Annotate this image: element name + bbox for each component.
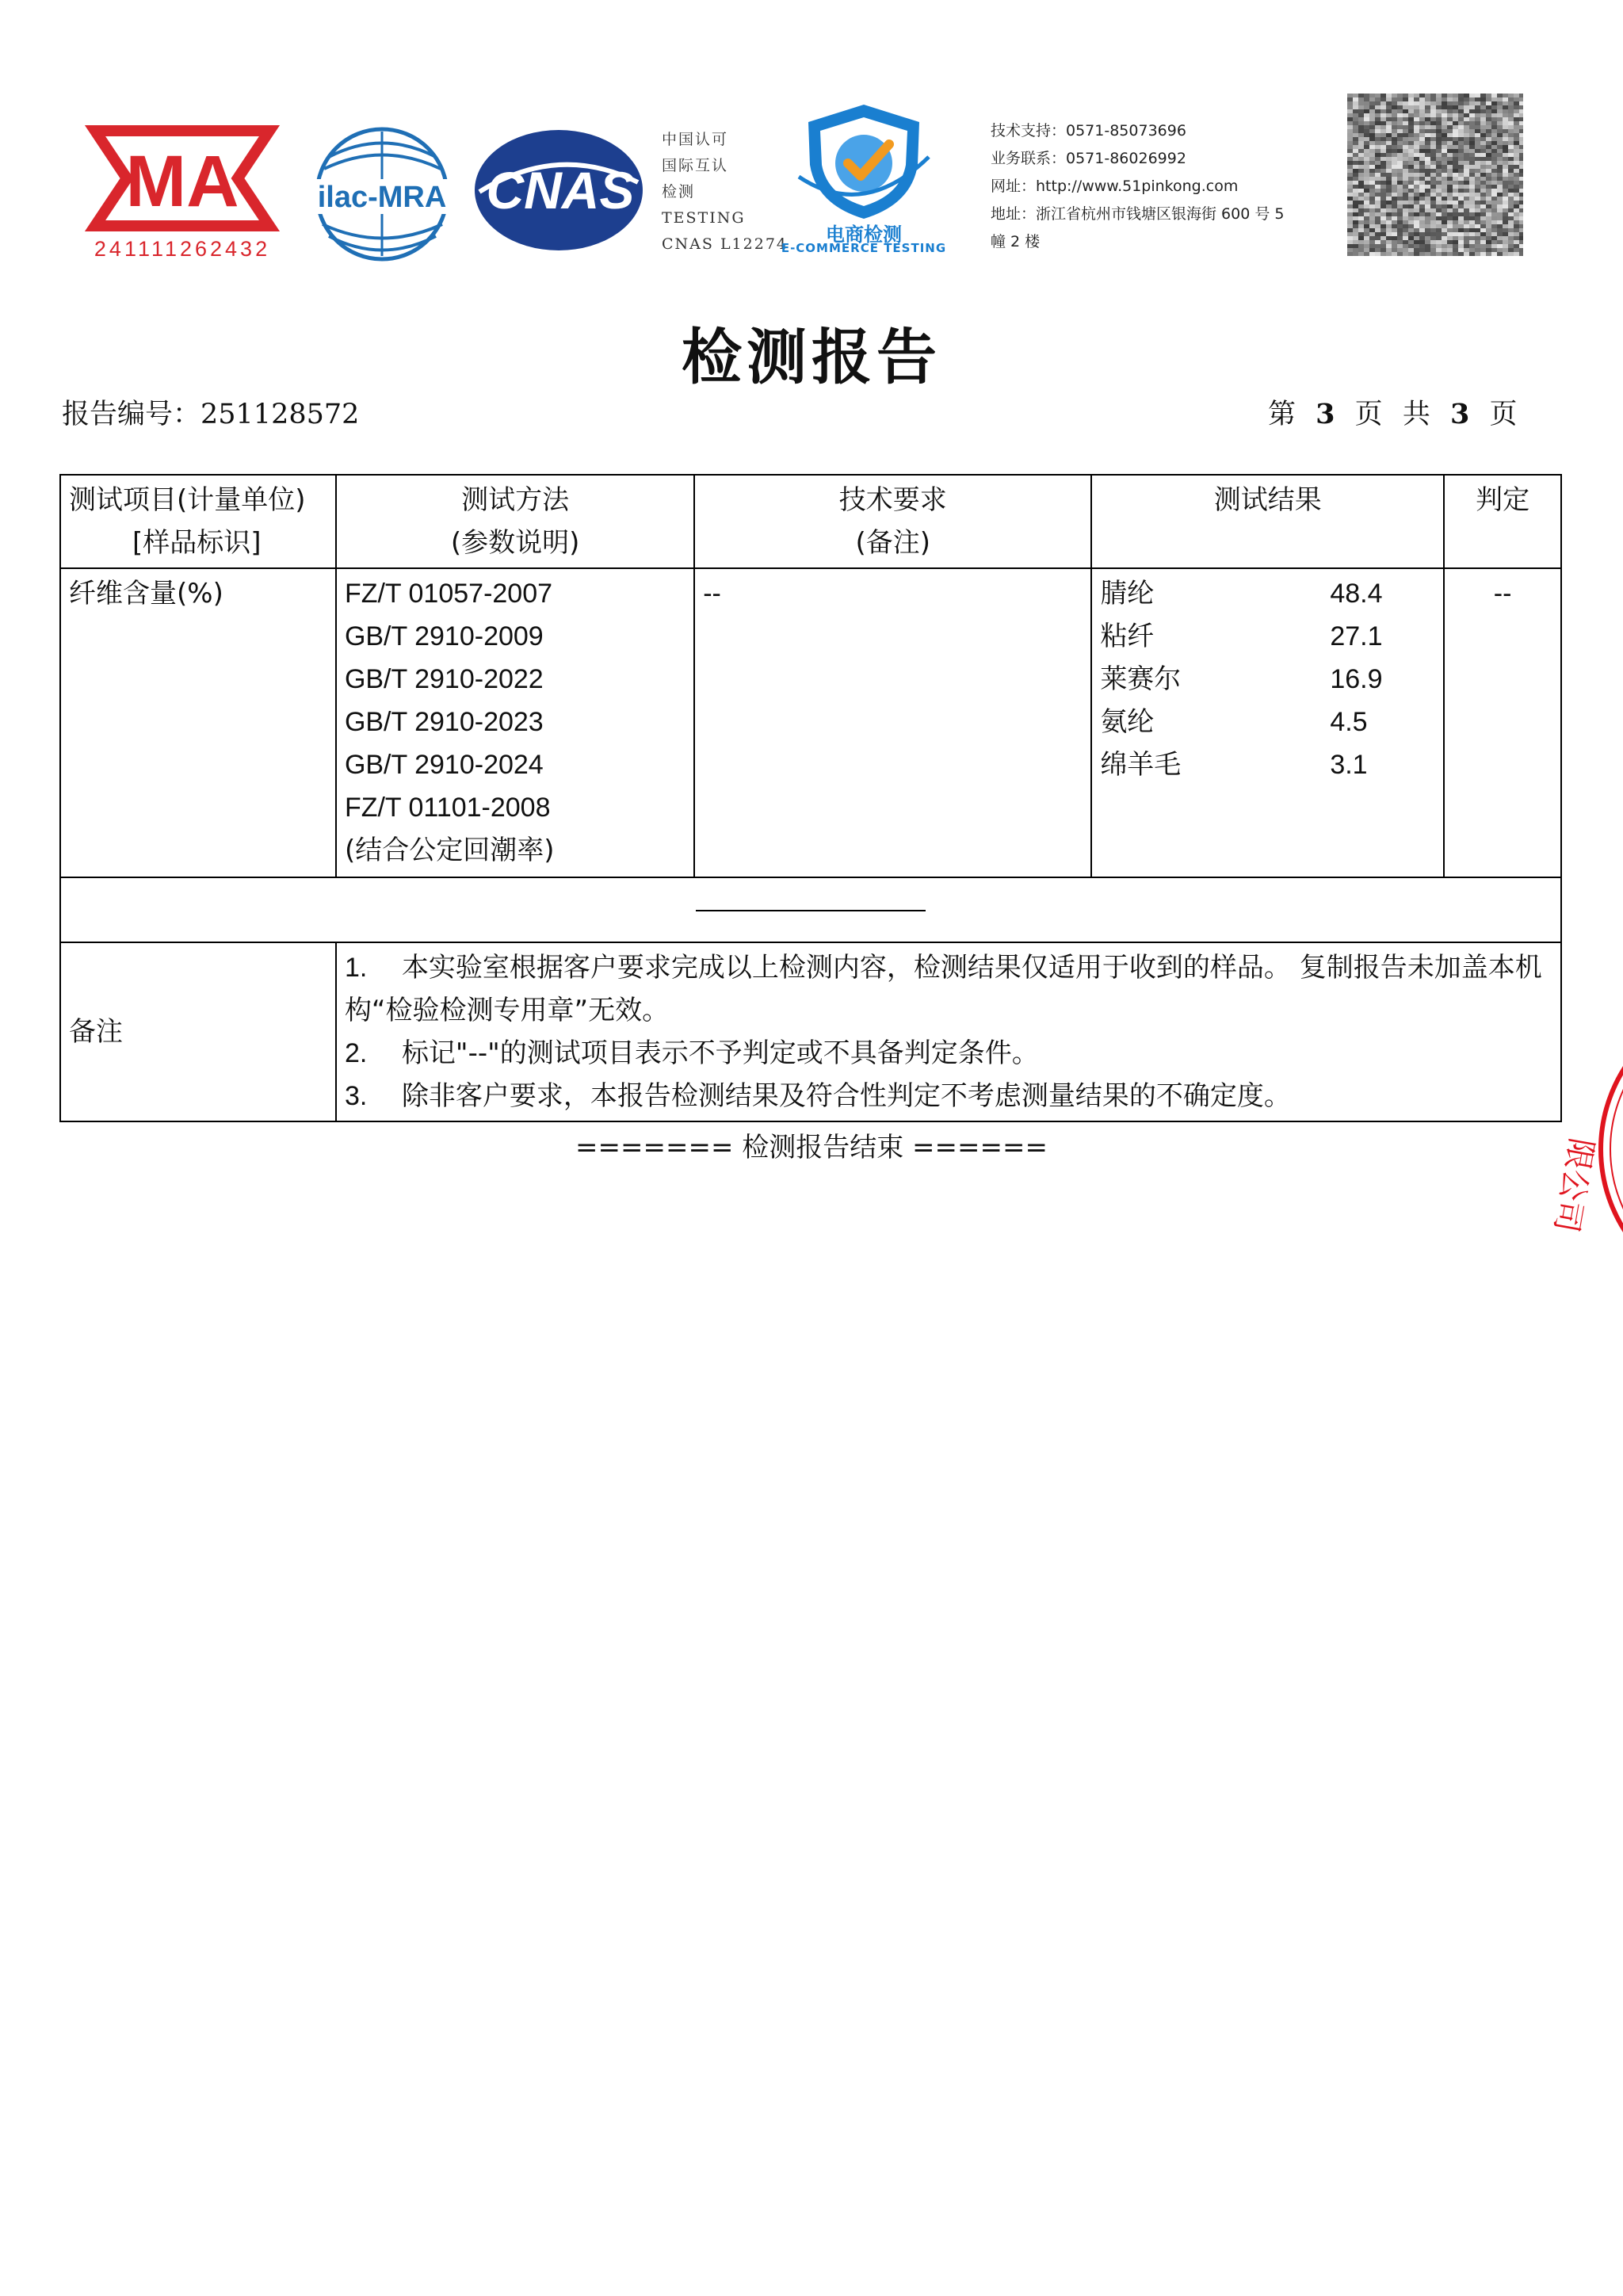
ecommerce-testing-subtitle: E-COMMERCE TESTING [781,241,947,255]
table-header-row [60,475,1561,568]
website-link[interactable]: 网址：http://www.51pinkong.com [991,178,1239,195]
table-row [60,568,1561,877]
ilac-text: ilac-MRA [317,181,447,214]
report-number: 报告编号：251128572 [62,399,360,430]
address-line: 幢 2 楼 [991,233,1041,250]
support-phone: 技术支持：0571-85073696 [991,122,1186,139]
notes-label: 备注 [60,942,336,1121]
header-test-item: 测试项目(计量单位) [样品标识] [60,475,336,568]
notes-row [60,942,1561,1121]
report-end-marker: ======= 检测报告结束 ====== [575,1132,1048,1163]
requirement-cell: -- [694,568,1091,877]
contact-info [991,117,1284,256]
result-line: 腈纶 48.4 [1100,578,1383,609]
address-line: 地址：浙江省杭州市钱塘区银海街 600 号 5 [991,205,1285,223]
judgement-cell: -- [1444,568,1561,877]
company-seal-stamp [1506,991,1623,1308]
test-item-cell: 纤维含量(%) [60,568,336,877]
current-page: 3 [1316,398,1335,430]
total-pages: 3 [1449,398,1470,430]
cma-logo-text: MA [125,141,239,222]
note-item: 3. 除非客户要求，本报告检测结果及符合性判定不考虑测量结果的不确定度。 [344,1080,1291,1112]
result-line: 粘纤 27.1 [1100,621,1383,652]
cma-code: 241111262432 [94,237,271,261]
cnas-text: CNAS [486,161,635,220]
test-method-cell: FZ/T 01057-2007 GB/T 2910-2009 GB/T 2910-2022 GB/T 2910-2023 GB/T 2910-2024 FZ/T 01101-2008 (结合公定回潮率) [336,568,694,877]
test-results-table [59,474,1562,1122]
header-test-method: 测试方法 (参数说明) [336,475,694,568]
qr-code-icon[interactable] [1347,94,1523,256]
business-phone: 业务联系：0571-86026992 [991,150,1186,167]
header-test-result: 测试结果 [1091,475,1444,568]
note-item: 1. 本实验室根据客户要求完成以上检测内容，检测结果仅适用于收到的样品。 复制报告未加盖本机构“检验检测专用章”无效。 [344,952,1542,1026]
header-judgement: 判定 [1444,475,1561,568]
blank-separator-row [60,877,1561,942]
result-line: 绵羊毛 3.1 [1100,749,1368,781]
cma-logo [79,115,285,266]
cnas-logo [472,127,646,254]
ecommerce-testing-title: 电商检测 [826,223,902,246]
page-indicator: 第 3 页 共 3 页 [1268,398,1518,430]
note-item: 2. 标记"--"的测试项目表示不予判定或不具备判定条件。 [344,1037,1039,1069]
result-line: 莱赛尔 16.9 [1100,663,1383,695]
notes-content [336,942,1561,1121]
header-technical-requirement: 技术要求 (备注) [694,475,1091,568]
cnas-accreditation-note: 中国认可 国际互认 检测 TESTING CNAS L12274 [662,131,788,253]
svg-text:限公司: 限公司 [1547,1135,1600,1236]
result-line: 氨纶 4.5 [1100,706,1368,738]
separator-line [696,910,926,911]
result-cell [1091,568,1444,877]
page-title: 检测报告 [682,322,941,392]
ilac-mra-logo [313,125,452,268]
